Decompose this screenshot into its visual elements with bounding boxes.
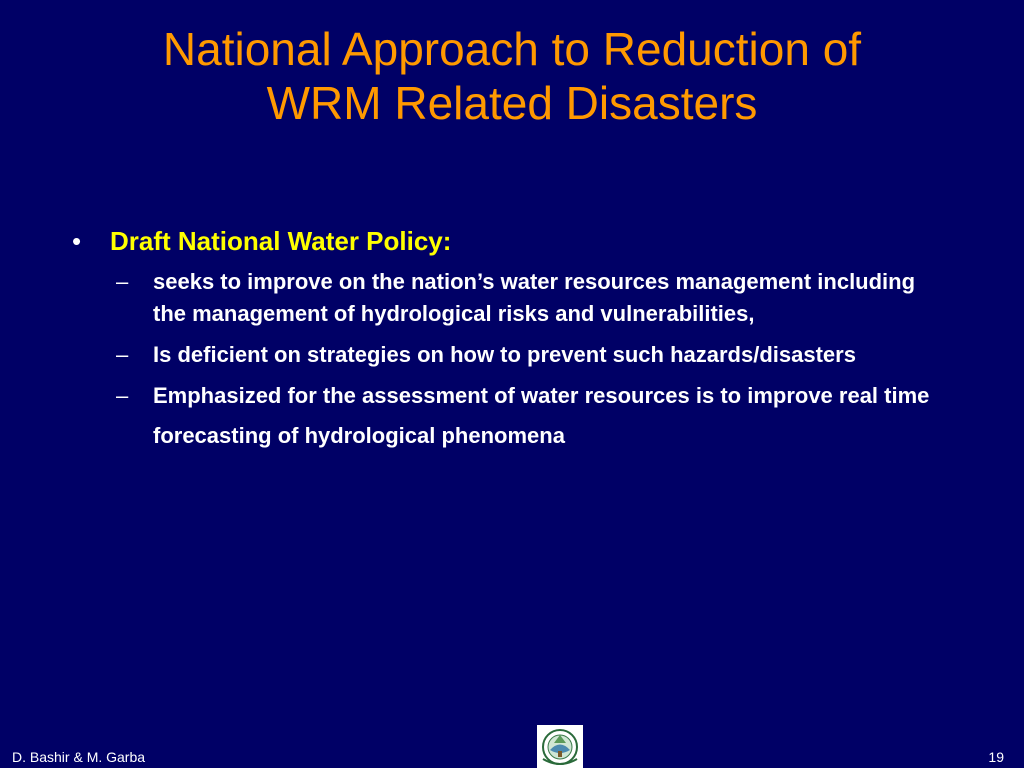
- sub-bullet-item: [116, 380, 972, 456]
- sub-bullet-text: Is deficient on strategies on how to prevent such hazards/disasters: [153, 342, 856, 367]
- slide-number: 19: [988, 749, 1004, 765]
- footer-authors: D. Bashir & M. Garba: [12, 749, 146, 765]
- dash-marker: –: [116, 342, 129, 367]
- sub-bullet-text: Emphasized for the assessment of water resources is to improve real time forecasting of hydrological phenomena: [153, 383, 930, 448]
- sub-bullet-list: [72, 266, 972, 456]
- sub-bullet-item: [116, 339, 972, 371]
- title-line-1: National Approach to Reduction of: [162, 23, 862, 75]
- sub-bullet-text: seeks to improve on the nation’s water resources management including the management of hydrological risks and vulnerabilities,: [153, 269, 916, 326]
- slide-title: [40, 22, 984, 130]
- bullet-item: [72, 222, 972, 260]
- title-line-2: WRM Related Disasters: [266, 77, 758, 129]
- institution-logo-icon: [537, 725, 583, 768]
- dash-marker: –: [116, 383, 129, 408]
- bullet-heading: Draft National Water Policy:: [110, 226, 452, 256]
- slide-content: [72, 222, 972, 465]
- dash-marker: –: [116, 269, 129, 294]
- sub-bullet-item: [116, 266, 972, 330]
- bullet-marker: •: [72, 226, 82, 256]
